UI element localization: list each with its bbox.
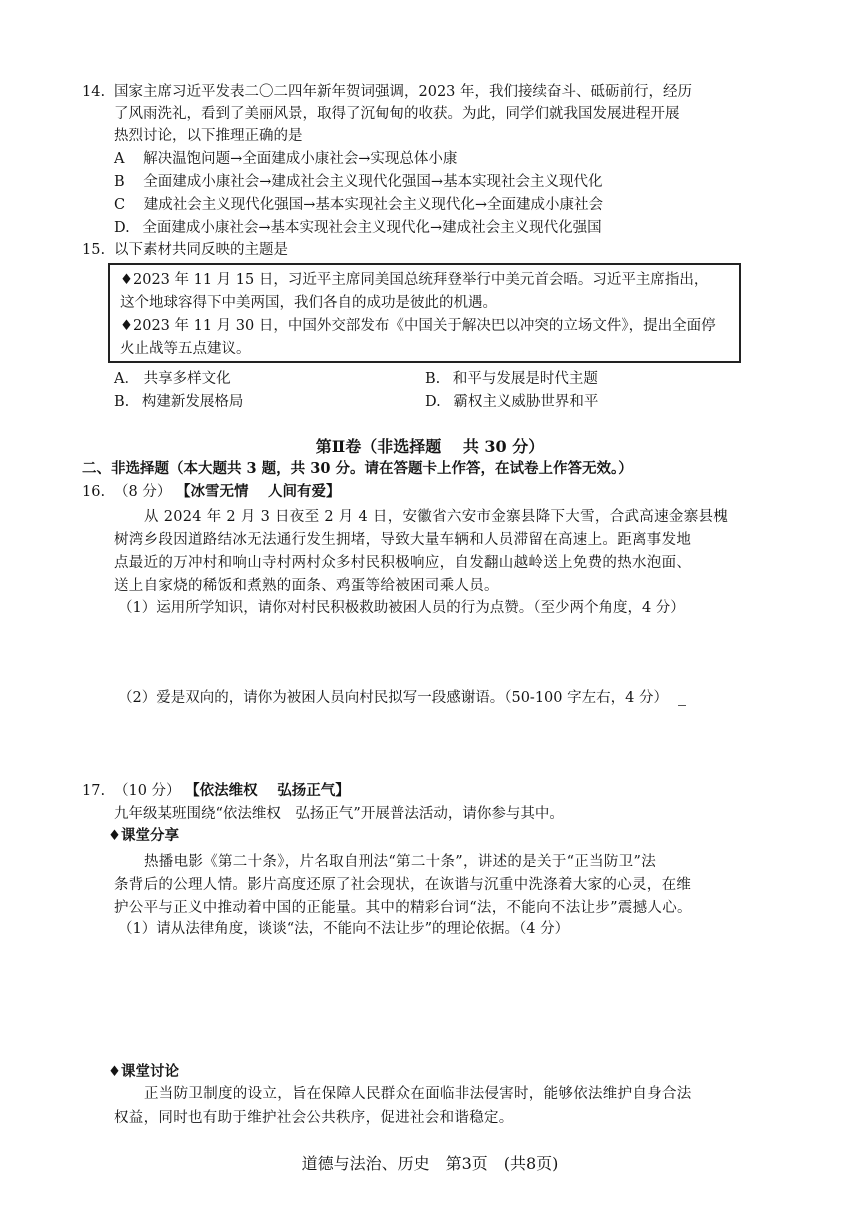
q15-option-a-text: 共享多样文化 [143, 371, 231, 387]
q17-subquestion-1: （1）请从法律角度，谈谈“法，不能向不法让步”的理论依据。（4 分） [118, 921, 570, 937]
q17-discuss-line-1: 正当防卫制度的设立，旨在保障人民群众在面临非法侵害时，能够依法维护自身合法 [144, 1086, 692, 1102]
q14-option-c [114, 195, 603, 215]
q15-option-b-letter: B. [425, 371, 441, 387]
q14-option-b [114, 172, 603, 192]
q17-share-line-3: 护公平与正义中推动着中国的正能量。其中的精彩台词“法，不能向不法让步”震撼人心。 [114, 900, 692, 916]
stray-mark [678, 705, 686, 706]
q15-option-d [425, 392, 598, 412]
q16-material-line-3: 点最近的万冲村和响山寺村两村众多村民积极响应，自发翻山越岭送上免费的热水泡面、 [114, 555, 692, 571]
q14-option-b-text: 全面建成小康社会→建成社会主义现代化强国→基本实现社会主义现代化 [143, 174, 603, 190]
part2-instruction: 二、非选择题（本大题共 3 题，共 30 分。请在答题卡上作答，在试卷上作答无效。） [82, 460, 633, 477]
q17-discuss-line-2: 权益，同时也有助于维护社会公共秩序，促进社会和谐稳定。 [114, 1110, 514, 1126]
q14-option-c-letter: C [114, 197, 126, 213]
q14-stem-line-3: 热烈讨论，以下推理正确的是 [114, 128, 303, 144]
q15-option-c-text: 构建新发展格局 [141, 394, 244, 410]
part2-title: 第Ⅱ卷（非选择题 共 30 分） [315, 437, 545, 456]
q16-material-line-1: 从 2024 年 2 月 3 日夜至 2 月 4 日，安徽省六安市金寨县降下大雪，合武高速金寨县槐 [144, 509, 729, 525]
q17-score: （10 分） [114, 783, 181, 799]
q17-topic: 【依法维权 弘扬正气】 [185, 782, 350, 799]
q17-share-line-1: 热播电影《第二十条》，片名取自刑法“第二十条”，讲述的是关于“正当防卫”法 [144, 854, 656, 870]
q16-material-line-2: 树湾乡段因道路结冰无法通行发生拥堵，导致大量车辆和人员滞留在高速上。距离事发地 [114, 532, 692, 548]
q15-option-c-letter: B. [114, 394, 130, 410]
q14-option-d-letter: D. [114, 220, 130, 236]
q14-option-b-letter: B [114, 174, 125, 190]
q15-option-a [114, 369, 231, 389]
q14-option-a-text: 解决温饱问题→全面建成小康社会→实现总体小康 [143, 151, 458, 167]
q15-option-c [114, 392, 243, 412]
q15-material-line-2: 这个地球容得下中美两国，我们各自的成功是彼此的机遇。 [120, 295, 497, 311]
q16-number: 16. [82, 484, 106, 500]
q14-option-a [114, 149, 457, 169]
q16-material-line-4: 送上自家烧的稀饭和煮熟的面条、鸡蛋等给被困司乘人员。 [114, 578, 499, 594]
q15-material-line-1: ♦2023 年 11 月 15 日，习近平主席同美国总统拜登举行中美元首会晤。习近平主席指出， [120, 272, 709, 288]
q15-material-line-4: 火止战等五点建议。 [120, 341, 251, 357]
q16-header [114, 482, 341, 502]
q16-topic: 【冰雪无情 人间有爱】 [175, 483, 341, 500]
q14-number: 14. [82, 84, 106, 100]
q16-score: （8 分） [114, 484, 172, 500]
q16-subquestion-1: （1）运用所学知识，请你对村民积极救助被困人员的行为点赞。（至少两个角度，4 分） [118, 600, 685, 616]
q15-option-b [425, 369, 598, 389]
q15-option-a-letter: A． [114, 371, 139, 387]
q14-option-a-letter: A [114, 151, 125, 167]
q14-stem-line-1: 国家主席习近平发表二〇二四年新年贺词强调，2023 年，我们接续奋斗、砥砺前行，经历 [114, 84, 693, 100]
q17-discuss-heading: ♦课堂讨论 [108, 1063, 179, 1080]
q14-option-d [114, 218, 602, 238]
q17-intro: 九年级某班围绕“依法维权 弘扬正气”开展普法活动，请你参与其中。 [114, 806, 564, 822]
q17-share-line-2: 条背后的公理人情。影片高度还原了社会现状，在诙谐与沉重中洗涤着大家的心灵，在维 [114, 877, 692, 893]
q17-share-heading: ♦课堂分享 [108, 827, 179, 844]
q15-stem: 以下素材共同反映的主题是 [114, 242, 288, 258]
page-footer: 道德与法治、历史 第3页 (共8页) [301, 1154, 559, 1173]
q14-option-d-text: 全面建成小康社会→基本实现社会主义现代化→建成社会主义现代化强国 [142, 220, 602, 236]
q15-option-b-text: 和平与发展是时代主题 [452, 371, 598, 387]
q14-stem-line-2: 了风雨洗礼，看到了美丽风景，取得了沉甸甸的收获。为此，同学们就我国发展进程开展 [114, 106, 680, 122]
q17-header [114, 781, 350, 801]
q17-number: 17. [82, 783, 106, 799]
q15-option-d-text: 霸权主义威胁世界和平 [453, 394, 599, 410]
q15-material-box [108, 263, 741, 363]
q15-material-line-3: ♦2023 年 11 月 30 日，中国外交部发布《中国关于解决巴以冲突的立场文件》，提出全面停 [120, 318, 716, 334]
q15-number: 15. [82, 242, 106, 258]
q16-subquestion-2: （2）爱是双向的，请你为被困人员向村民拟写一段感谢语。（50-100 字左右，4 分） [118, 690, 668, 706]
q14-option-c-text: 建成社会主义现代化强国→基本实现社会主义现代化→全面建成小康社会 [143, 197, 604, 213]
q15-option-d-letter: D. [425, 394, 441, 410]
